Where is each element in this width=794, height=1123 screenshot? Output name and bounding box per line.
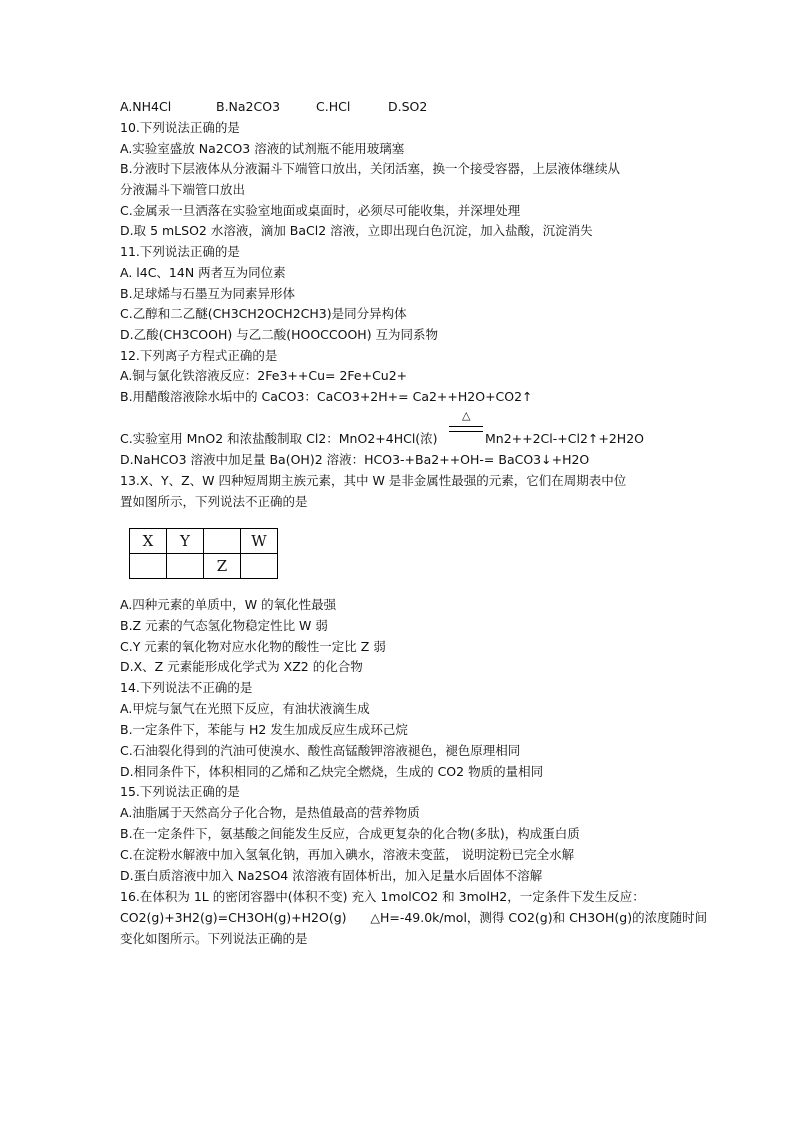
- q12-option-d: D.NaHCO3 溶液中加足量 Ba(OH)2 溶液：HCO3-+Ba2++OH-= BaCO3↓+H2O: [120, 452, 590, 467]
- q13-option-d: D.X、Z 元素能形成化学式为 XZ2 的化合物: [120, 659, 363, 674]
- q11-option-a: A. l4C、14N 两者互为同位素: [120, 265, 286, 280]
- q9-options: [120, 97, 427, 117]
- heat-symbol: △: [462, 409, 471, 422]
- q14-stem: 14.下列说法不正确的是: [120, 680, 253, 695]
- q10-option-b-line1: B.分液时下层液体从分液漏斗下端管口放出，关闭活塞，换一个接受容器，上层液体继续从: [120, 161, 621, 176]
- q16-stem-line2: CO2(g)+3H2(g)=CH3OH(g)+H2O(g) △H=-49.0k/mol，测得 CO2(g)和 CH3OH(g)的浓度随时间: [120, 910, 708, 925]
- q10-stem: 10.下列说法正确的是: [120, 120, 240, 135]
- q11-option-c: C.乙醇和二乙醚(CH3CH2OCH2CH3)是同分异构体: [120, 306, 407, 321]
- q13-stem-line1: 13.X、Y、Z、W 四种短周期主族元素，其中 W 是非金属性最强的元素，它们在周期表中位: [120, 473, 627, 488]
- q9-option-c: C.HCl: [316, 99, 351, 114]
- q13-option-c: C.Y 元素的氧化物对应水化物的酸性一定比 Z 弱: [120, 639, 386, 654]
- q12-option-c-right: Mn2++2Cl-+Cl2↑+2H2O: [485, 431, 644, 446]
- q13-option-a: A.四种元素的单质中，W 的氧化性最强: [120, 597, 337, 612]
- q10-option-c: C.金属汞一旦洒落在实验室地面或桌面时，必须尽可能收集，并深埋处理: [120, 203, 521, 218]
- q15-stem: 15.下列说法正确的是: [120, 784, 240, 799]
- q14-option-d: D.相同条件下，体积相同的乙烯和乙炔完全燃烧，生成的 CO2 物质的量相同: [120, 764, 544, 779]
- q14-option-b: B.一定条件下，苯能与 H2 发生加成反应生成环己烷: [120, 722, 408, 737]
- table-cell: W: [241, 529, 278, 554]
- q12-stem: 12.下列离子方程式正确的是: [120, 348, 278, 363]
- periodic-table-grid: [129, 528, 278, 579]
- q13-option-b: B.Z 元素的气态氢化物稳定性比 W 弱: [120, 618, 328, 633]
- q15-option-c: C.在淀粉水解液中加入氢氧化钠，再加入碘水，溶液未变蓝， 说明淀粉已完全水解: [120, 847, 575, 862]
- table-cell: [167, 554, 204, 579]
- q16-stem-line1: 16.在体积为 1L 的密闭容器中(体积不变) 充入 1molCO2 和 3molH2，一定条件下发生反应：: [120, 889, 645, 904]
- q15-option-a: A.油脂属于天然高分子化合物，是热值最高的营养物质: [120, 805, 420, 820]
- q15-option-b: B.在一定条件下，氨基酸之间能发生反应，合成更复杂的化合物(多肽)，构成蛋白质: [120, 826, 580, 841]
- q12-option-a: A.铜与氯化铁溶液反应：2Fe3++Cu= 2Fe+Cu2+: [120, 368, 408, 383]
- q14-option-c: C.石油裂化得到的汽油可使溴水、酸性高锰酸钾溶液褪色，褪色原理相同: [120, 743, 521, 758]
- q11-option-d: D.乙酸(CH3COOH) 与乙二酸(HOOCCOOH) 互为同系物: [120, 327, 439, 342]
- table-cell: [241, 554, 278, 579]
- q14-option-a: A.甲烷与氯气在光照下反应，有油状液滴生成: [120, 701, 370, 716]
- table-cell: Y: [167, 529, 204, 554]
- q10-option-d: D.取 5 mLSO2 水溶液，滴加 BaCl2 溶液，立即出现白色沉淀，加入盐酸，沉淀消失: [120, 223, 593, 238]
- q16-stem-line3: 变化如图所示。下列说法正确的是: [120, 931, 308, 946]
- q12-option-b: B.用醋酸溶液除水垢中的 CaCO3：CaCO3+2H+= Ca2++H2O+CO2↑: [120, 389, 533, 404]
- q11-option-b: B.足球烯与石墨互为同素异形体: [120, 286, 296, 301]
- table-row: [130, 554, 278, 579]
- table-row: [130, 529, 278, 554]
- table-cell: Z: [204, 554, 241, 579]
- table-cell: [204, 529, 241, 554]
- q12-option-c-left: C.实验室用 MnO2 和浓盐酸制取 Cl2：MnO2+4HCl(浓): [120, 431, 438, 446]
- q13-stem-line2: 置如图所示，下列说法不正确的是: [120, 494, 308, 509]
- q11-stem: 11.下列说法正确的是: [120, 244, 240, 259]
- q9-option-a: A.NH4Cl: [120, 99, 172, 114]
- q9-option-d: D.SO2: [388, 99, 428, 114]
- q10-option-b-line2: 分液漏斗下端管口放出: [120, 182, 246, 197]
- q15-option-d: D.蛋白质溶液中加入 Na2SO4 浓溶液有固体析出，加入足量水后固体不溶解: [120, 868, 543, 883]
- q10-option-a: A.实验室盛放 Na2CO3 溶液的试剂瓶不能用玻璃塞: [120, 141, 405, 156]
- table-cell: [130, 554, 167, 579]
- q9-option-b: B.Na2CO3: [216, 99, 281, 114]
- equilibrium-double-line: [449, 426, 483, 432]
- table-cell: X: [130, 529, 167, 554]
